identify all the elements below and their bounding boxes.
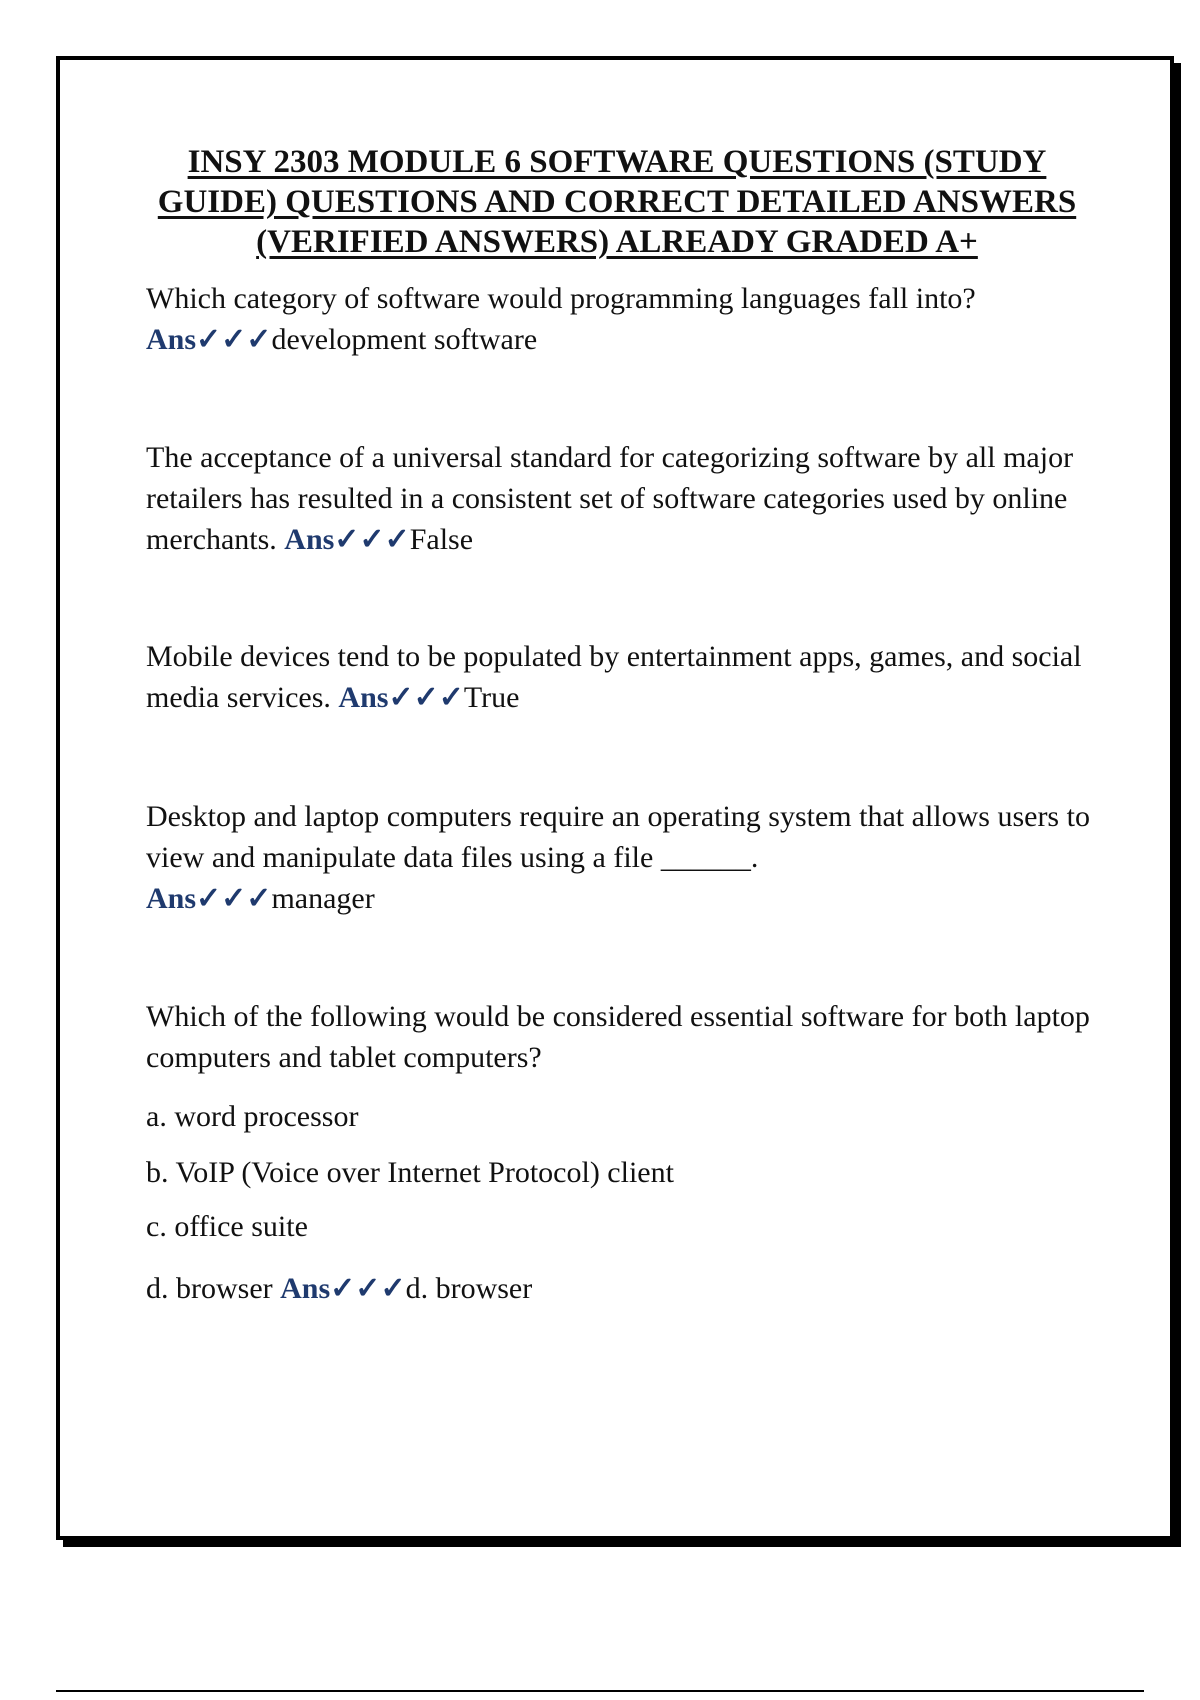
answer-marker: Ans✓✓✓ [146,882,272,915]
option-b: b. VoIP (Voice over Internet Protocol) client [146,1156,674,1189]
question-text: Mobile devices tend to be populated by entertainment apps, games, and social media services. [146,640,1082,714]
question-text: Which of the following would be considered essential software for both laptop computers and tablet computers? [146,1000,1090,1074]
option-a: a. word processor [146,1100,359,1133]
qa-item-3 [146,636,1096,718]
question-text: Desktop and laptop computers require an operating system that allows users to view and manipulate data files using a file ______. [146,800,1090,874]
answer-marker: Ans✓✓✓ [146,323,272,356]
answer-marker: Ans✓✓✓ [280,1272,406,1305]
answer-text: True [463,681,520,714]
qa-item-4 [146,796,1096,919]
document-title: INSY 2303 MODULE 6 SOFTWARE QUESTIONS (STUDY GUIDE) QUESTIONS AND CORRECT DETAILED ANSWERS (VERIFIED ANSWERS) ALREADY GRADED A+ [157,144,1077,260]
option-c: c. office suite [146,1210,308,1243]
option-d: d. browser [146,1272,273,1305]
qa-item-1 [146,278,1096,360]
answer-text: development software [271,323,538,356]
answer-marker: Ans✓✓✓ [338,681,464,714]
answer-marker: Ans✓✓✓ [284,523,410,556]
question-text: Which category of software would programming languages fall into? [146,282,976,315]
answer-text: manager [271,882,375,915]
option-d-with-answer [146,1268,532,1309]
qa-item-5 [146,996,1096,1078]
footer-divider [56,1690,1144,1692]
qa-item-2 [146,437,1096,560]
question-text: The acceptance of a universal standard for categorizing software by all major retailers has resulted in a consistent set of software categories used by online merchants. [146,441,1074,556]
answer-text: False [409,523,474,556]
answer-text: d. browser [405,1272,533,1305]
